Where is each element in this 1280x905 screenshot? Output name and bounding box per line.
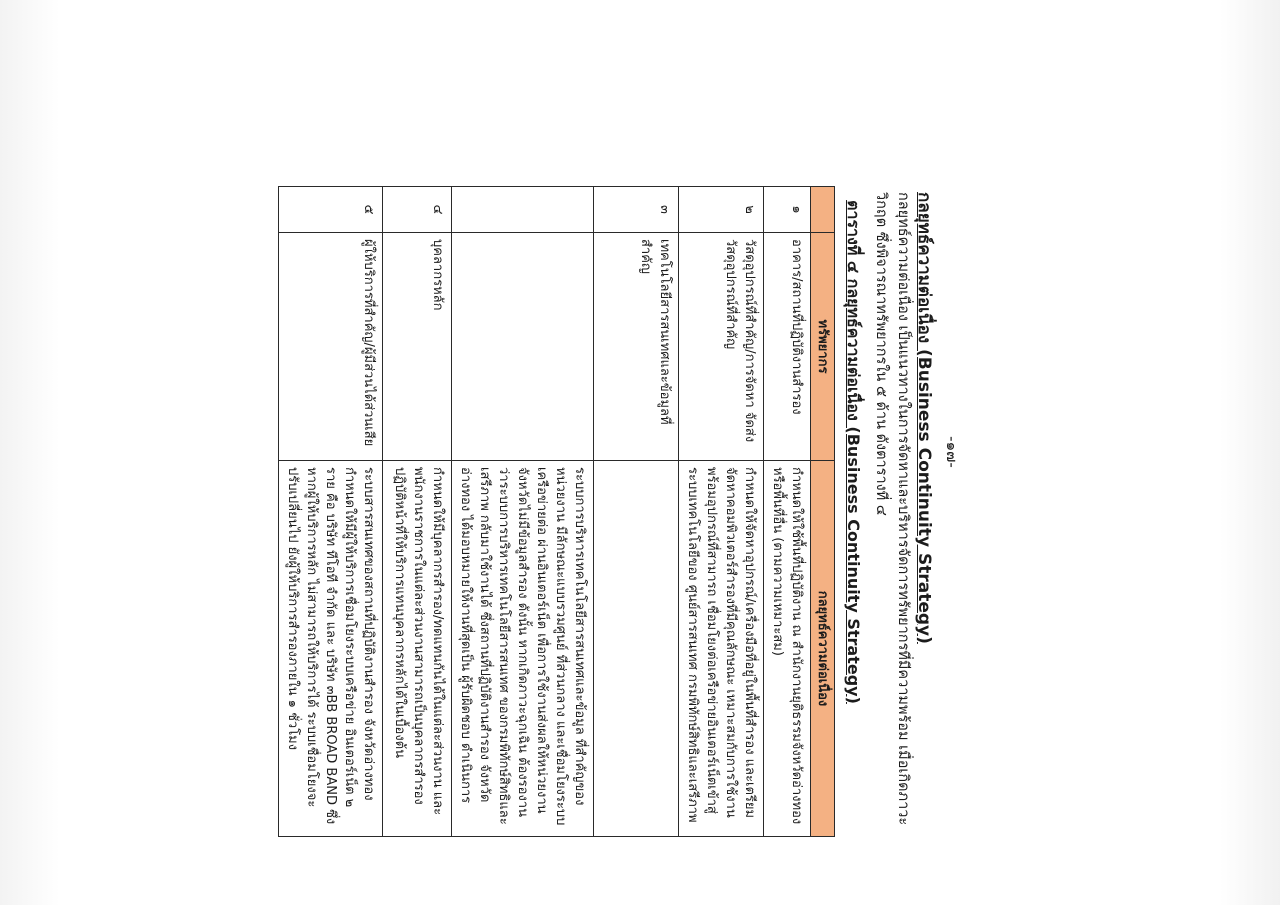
row-number: [452, 187, 594, 233]
resource-cell: วัสดุอุปกรณ์ที่สำคัญ/การจัดหา จัดส่งวัสดุอุปกรณ์ที่สำคัญ: [679, 233, 764, 461]
table-row: [764, 187, 811, 837]
row-number: ๓: [594, 187, 679, 233]
header-no: [811, 187, 835, 233]
header-resource: ทรัพยากร: [811, 233, 835, 461]
table-row: [594, 187, 679, 837]
resource-cell: บุคลากรหลัก: [383, 233, 452, 461]
section-title: กลยุทธ์ความต่อเนื่อง (Business Continuity Strategy): [914, 192, 934, 644]
page-number: -๑๗-: [943, 436, 961, 468]
section-intro: กลยุทธ์ความต่อเนื่อง เป็นแนวทางในการจัดหาและบริหารจัดการทรัพยากรที่มีความพร้อม เมื่อเกิดภาวะวิกฤต ซึ่งพิจารณาทรัพยากรใน ๕ ด้าน ดังตารางที่ ๔: [873, 192, 911, 826]
table-row: [383, 187, 452, 837]
document-page: [80, 62, 1200, 842]
table-row: [279, 187, 383, 837]
table-row: [679, 187, 764, 837]
row-number: ๕: [279, 187, 383, 233]
strategy-cell: ระบบสารสนเทศของสถานที่ปฏิบัติงานสำรอง จังหวัดอ่างทอง กำหนดให้มีผู้ให้บริการเชื่อมโยงระบบเครือข่าย อินเตอร์เน็ต ๒ ราย คือ บริษัท ทีโอที จำกัด และ บริษัท ๓BB BROAD BAND ซึ่งหากผู้ให้บริการหลัก ไม่สามารถให้บริการได้ ระบบเชื่อมโยงจะปรับเปลี่ยนไป ยังผู้ให้บริการสำรองภายใน ๑ ชั่วโมง: [279, 461, 383, 837]
row-number: ๔: [383, 187, 452, 233]
resource-cell: ผู้ให้บริการที่สำคัญ/ผู้มีส่วนได้ส่วนเสีย: [279, 233, 383, 461]
row-number: ๑: [764, 187, 811, 233]
row-number: ๒: [679, 187, 764, 233]
strategy-cell: กำหนดให้มีบุคลากรสำรอง/ทดแทนกันได้ในแต่ละส่วนงาน และ พนักงานราชการในแต่ละส่วนงานสามารถเป็นบุคลากรสำรอง ปฏิบัติหน้าที่ให้บริการแทนบุคลากรหลักได้ในเบื้องต้น: [383, 461, 452, 837]
table-caption: ตารางที่ ๔ กลยุทธ์ความต่อเนื่อง (Business Continuity Strategy): [844, 200, 863, 704]
table-row: [452, 187, 594, 837]
resource-cell: เทคโนโลยีสารสนเทศและข้อมูลที่สำคัญ: [594, 233, 679, 461]
resource-cell: [452, 233, 594, 461]
strategy-cell: กำหนดให้จัดหาอุปกรณ์/เครื่องมือที่อยู่ในพื้นที่สำรอง และเตรียมจัดหาคอมพิวเตอร์สำรองที่มีคุณลักษณะ เหมาะสมกับการใช้งาน พร้อมอุปกรณ์ที่สามารถ เชื่อมโยงต่อเครือข่ายอินเตอร์เน็ตเข้าสู่ระบบเทคโนโลยีของ ศูนย์สารสนเทศ กรมพิทักษ์สิทธิและเสรีภาพ: [679, 461, 764, 837]
strategy-cell: ระบบการบริหารเทคโนโลยีสารสนเทศและข้อมูล ที่สำคัญของหน่วยงาน มีลักษณะแบบรวมศูนย์ ที่ส่วนกลาง และเชื่อมโยงระบบเครือข่ายต่อ ผ่านอินเตอร์เน็ต เพื่อการใช้งานส่งผลให้หน่วยงาน จังหวัดไม่มีข้อมูลสำรอง ดังนั้น หากเกิดภาวะฉุกเฉิน ต้องรองานว่าระบบการบริหารเทคโนโลยีสารสนเทศ ของกรมพิทักษ์สิทธิและเสรีภาพ กลับมาใช้งานได้ ซึ่งสถานที่ปฏิบัติงานสำรอง จังหวัดอ่างทอง ได้มอบหมายให้งานที่สุดเป็น ผู้รับผิดชอบ ดำเนินการ: [452, 461, 594, 837]
header-strategy: กลยุทธ์ความต่อเนื่อง: [811, 461, 835, 837]
strategy-cell: กำหนดให้ใช้พื้นที่ปฏิบัติงาน ณ สำนักงานยุติธรรมจังหวัดอ่างทอง หรือพื้นที่อื่น (ตามความเหมาะสม): [764, 461, 811, 837]
table-header-row: [811, 187, 835, 837]
strategy-cell: [594, 461, 679, 837]
resource-cell: อาคาร/สถานที่ปฏิบัติงานสำรอง: [764, 233, 811, 461]
strategy-table: [278, 186, 835, 837]
